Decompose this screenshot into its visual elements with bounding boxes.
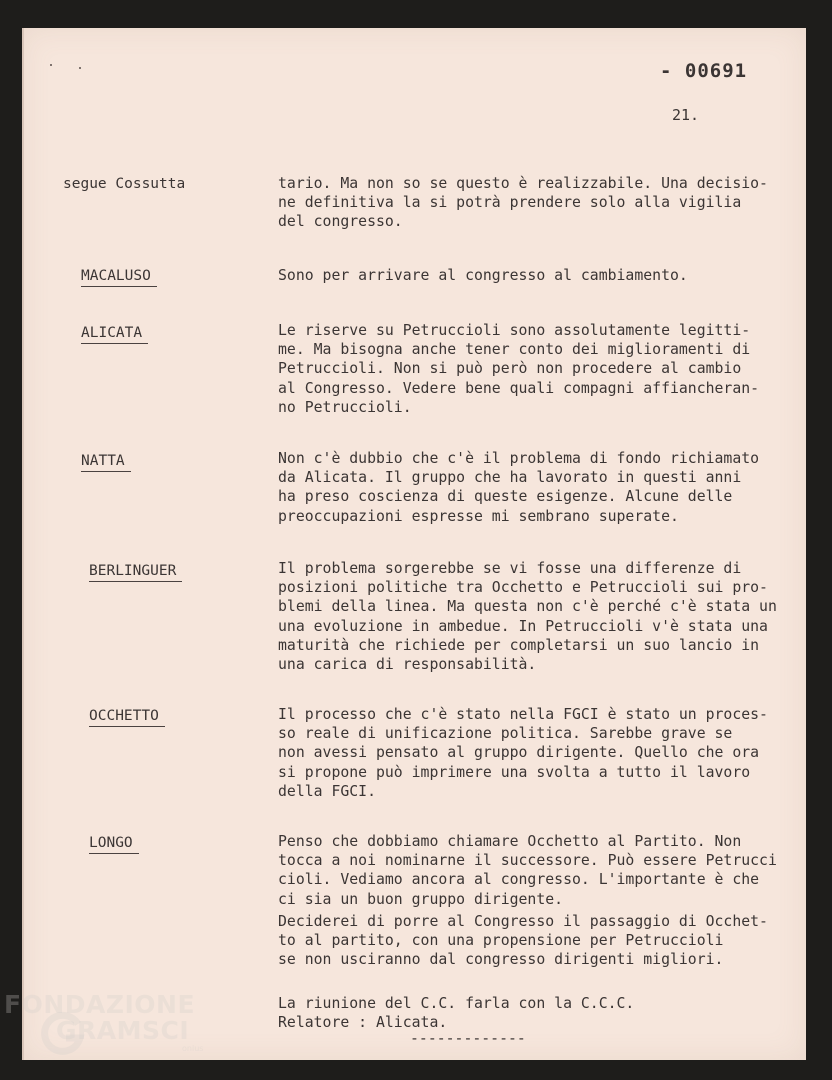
speaker-label: segue Cossutta xyxy=(63,176,186,192)
speaker-label: OCCHETTO xyxy=(89,707,165,727)
speaker-label: LONGO xyxy=(89,834,139,854)
document-number: - 00691 xyxy=(660,60,748,82)
watermark-line2: GRAMSCI xyxy=(56,1016,190,1045)
punch-mark xyxy=(79,67,81,69)
speech-text: Sono per arrivare al congresso al cambiamento. xyxy=(278,267,688,284)
speech-text-continuation: Deciderei di porre al Congresso il passaggio di Occhet- to al partito, con una propensione per Petruccioli se non usciranno dal congresso dirigenti migliori. xyxy=(278,913,768,969)
speaker-label: MACALUSO xyxy=(81,267,157,287)
speech-text: Il problema sorgerebbe se vi fosse una differenze di posizioni politiche tra Occhetto e Petruccioli sui pro- blemi della linea. Ma questa non c'è perché c'è stata un una evoluzione in ambedue. In Petruccioli v'è stata una maturità che richiede per completarsi un suo lancio in una carica di responsabilità. xyxy=(278,560,777,674)
speech-text: Non c'è dubbio che c'è il problema di fondo richiamato da Alicata. Il gruppo che ha lavorato in questi anni ha preso coscienza di queste esigenze. Alcune delle preoccupazioni espresse mi sembrano superate. xyxy=(278,450,760,525)
watermark-sub: onlus xyxy=(182,1044,204,1053)
page-edge xyxy=(22,28,24,1060)
speaker-label: ALICATA xyxy=(81,324,148,344)
speech-text: Le riserve su Petruccioli sono assolutamente legitti- me. Ma bisogna anche tener conto dei miglioramenti di Petruccioli. Non si può però non procedere al cambio al Congresso. Vedere bene quali compagni affiancheran- no Petruccioli. xyxy=(278,322,760,416)
speaker-label: BERLINGUER xyxy=(89,562,182,582)
speech-text: tario. Ma non so se questo è realizzabile. Una decisio- ne definitiva la si potrà prendere solo alla vigilia del congresso. xyxy=(278,175,768,231)
speech-text: Penso che dobbiamo chiamare Occhetto al Partito. Non tocca a noi nominarne il successore. Può essere Petrucci cioli. Vediamo ancora al congresso. L'importante è che ci sia un buon gruppo dirigente. xyxy=(278,833,777,908)
fondazione-gramsci-watermark xyxy=(4,990,214,1060)
page-number: 21. xyxy=(672,106,700,124)
end-divider: ------------- xyxy=(410,1030,526,1047)
watermark-line1: FONDAZIONE xyxy=(4,990,196,1019)
speaker-label: NATTA xyxy=(81,452,131,472)
closing-note: La riunione del C.C. farla con la C.C.C. Relatore : Alicata. xyxy=(278,995,635,1032)
punch-mark xyxy=(50,64,52,66)
speech-text: Il processo che c'è stato nella FGCI è stato un proces- so reale di unificazione politica. Sarebbe grave se non avessi pensato al gruppo dirigente. Quello che ora si propone può imprimere una svolta a tutto il lavoro della FGCI. xyxy=(278,706,768,800)
